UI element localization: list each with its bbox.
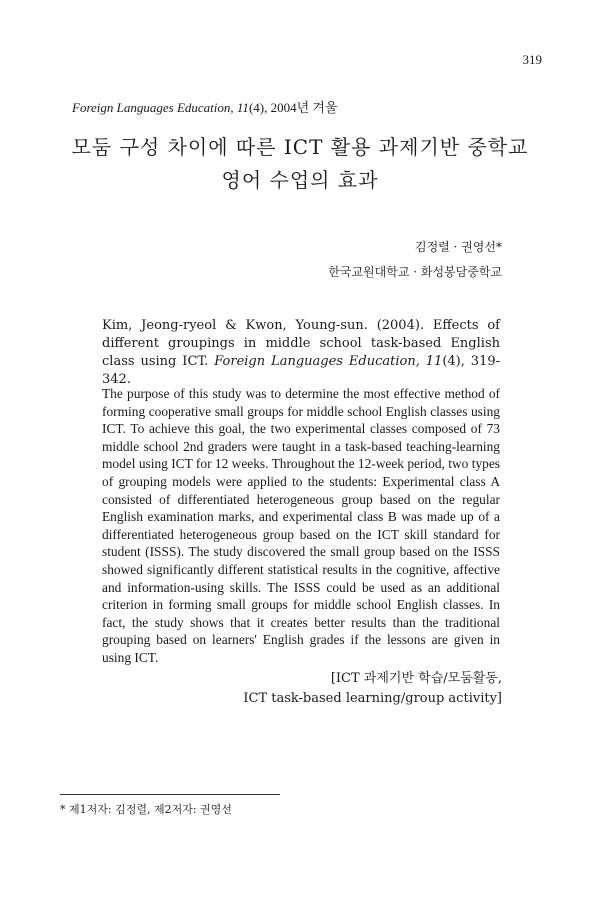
footnote-divider (60, 794, 280, 795)
citation (102, 317, 500, 389)
keywords-line-2: ICT task-based learning/group activity] (243, 691, 502, 706)
title-line-1: 모둠 구성 차이에 따른 ICT 활용 과제기반 중학교 (71, 135, 529, 159)
author-affiliations: 한국교원대학교 · 화성봉담중학교 (328, 265, 502, 279)
keywords (243, 669, 502, 709)
footnote: * 제1저자: 김정렬, 제2저자: 권영선 (60, 803, 232, 816)
paper-title (60, 131, 540, 197)
keywords-line-1: [ICT 과제기반 학습/모둠활동, (330, 671, 502, 686)
citation-journal: Foreign Languages Education, 11 (214, 354, 443, 369)
title-line-2: 영어 수업의 효과 (221, 168, 379, 192)
abstract: The purpose of this study was to determine the most effective method of forming cooperative small groups for middle school English classes using ICT. To achieve this goal, the two experimental classes composed of 73 middle school 2nd graders were taught in a task-based teaching-learning model using ICT for 12 weeks. Throughout the 12-week period, two types of grouping models were applied to the students: Experimental class A consisted of differentiated heterogeneous group based on the regular English examination marks, and experimental class B was made up of a differentiated heterogeneous group based on the ICT skill standard for student (ISSS). The study discovered the small group based on the ISSS showed significantly different statistical results in the cognitive, affective and information-using skills. The ISSS could be used as an additional criterion in forming small groups for middle school English classes. In fact, the study shows that it creates better results than the traditional grouping based on learners' English grades if the lessons are given in using ICT. (102, 386, 500, 665)
citation-tail: (4), 319-342. (102, 354, 501, 387)
citation-lead: Kim, Jeong-ryeol & Kwon, Young-sun. (2004). Effects of different groupings in middle school task-based English class using ICT. (102, 318, 500, 369)
journal-header (72, 97, 338, 116)
journal-issue: (4), 2004년 겨울 (248, 100, 338, 115)
author-names: 김정렬 · 권영선* (415, 240, 502, 254)
journal-name: Foreign Languages Education, 11 (72, 100, 249, 115)
author-block (328, 235, 502, 285)
page-number: 319 (522, 52, 542, 67)
